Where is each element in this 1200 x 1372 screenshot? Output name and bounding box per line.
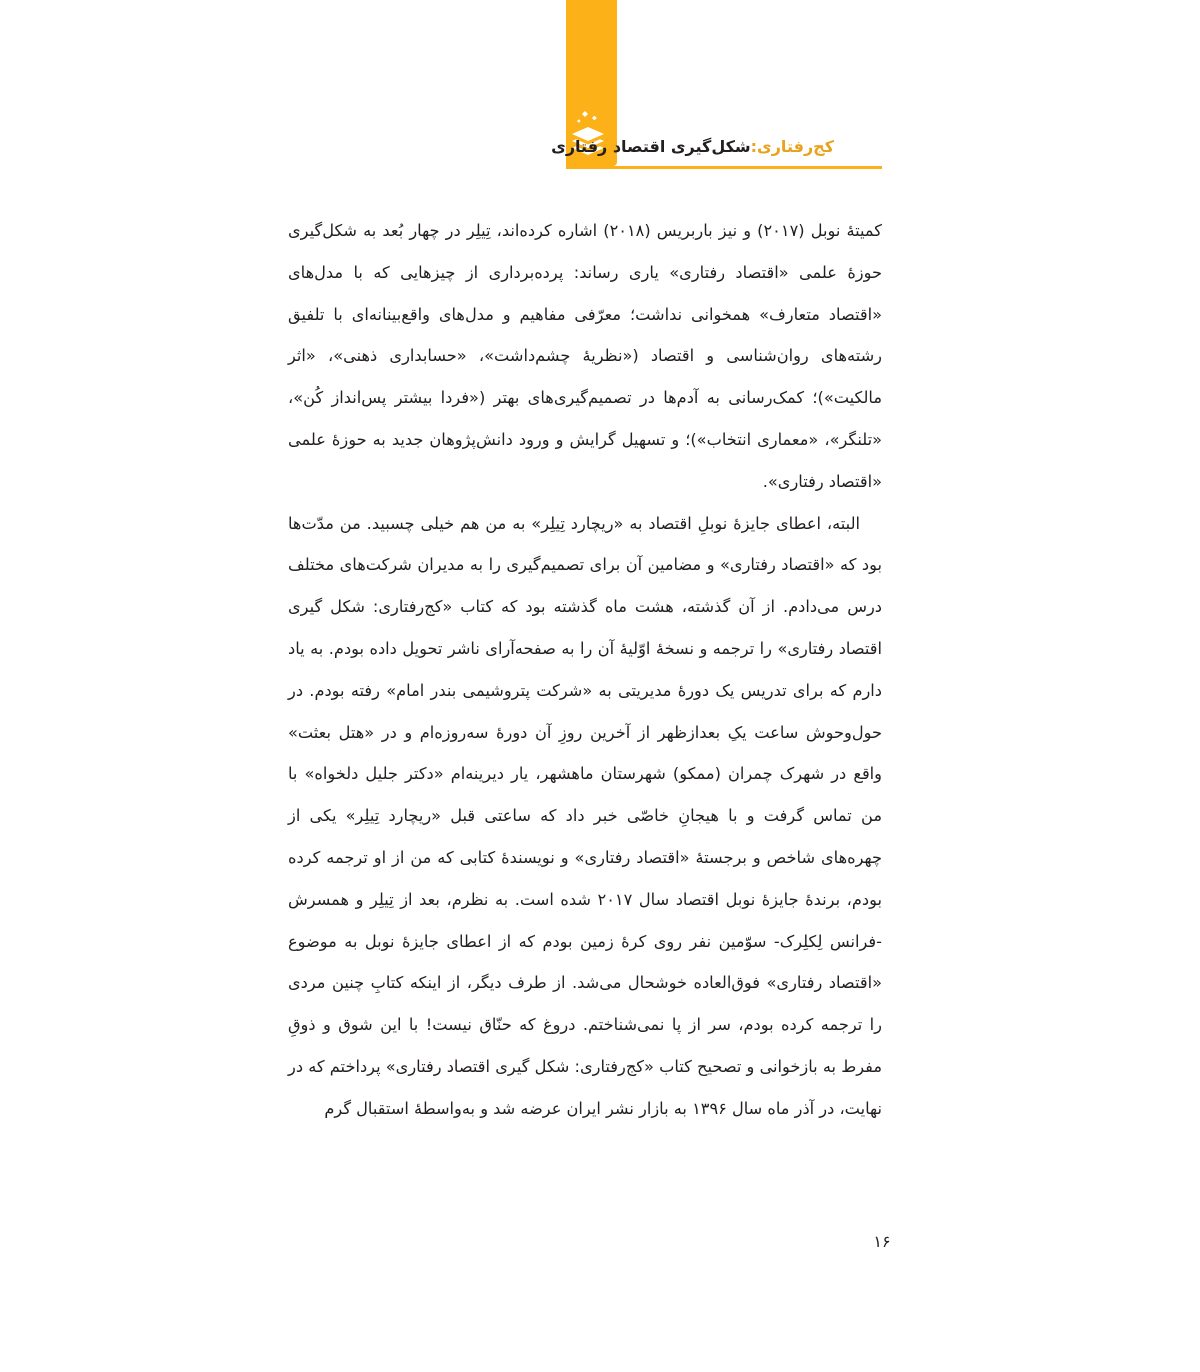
header-title-accent: کج‌رفتاری:: [750, 137, 834, 156]
header-title-main: شکل‌گیری اقتصاد رفتاری: [551, 137, 751, 156]
page-number: ۱۶: [873, 1232, 891, 1251]
running-header: [551, 132, 834, 162]
paragraph-2: البته، اعطای جایزهٔ نوبلِ اقتصاد به «ریچارد تِیلِر» به من هم خیلی چسبید. من مدّت‌ها بود که «اقتصاد رفتاری» و مضامین آن برای تصمیم‌گیری را به مدیران شرکت‌های مختلف درس می‌دادم. از آن گذشته، هشت ماه گذشته بود که کتاب «کج‌رفتاری: شکل گیری اقتصاد رفتاری» را ترجمه و نسخهٔ اوّلیهٔ آن را به صفحه‌آرای ناشر تحویل داده بودم. به یاد دارم که برای تدریس یک دورهٔ مدیریتی به «شرکت پتروشیمی بندر امام» رفته بودم. در حول‌وحوش ساعت یکِ بعدازظهر از آخرین روزِ آن دورهٔ سه‌روزه‌ام و در «هتل بعثت» واقع در شهرک چمران (ممکو) شهرستان ماهشهر، یار دیرینه‌ام «دکتر جلیل دلخواه» با من تماس گرفت و با هیجانِ خاصّی خبر داد که ساعتی قبل «ریچارد تِیلِر» یکی از چهره‌های شاخص و برجستهٔ «اقتصاد رفتاری» و نویسندهٔ کتابی که من از او ترجمه کرده بودم، برندهٔ جایزهٔ نوبل اقتصاد سال ۲۰۱۷ شده است. به نظرم، بعد از تِیلِر و همسرش -فرانس لِکلِرک- سوّمین نفر روی کرهٔ زمین بودم که از اعطای جایزهٔ نوبل به موضوع «اقتصاد رفتاری» فوق‌العاده خوشحال می‌شد. از طرف دیگر، از اینکه کتابِ چنین مردی را ترجمه کرده بودم، سر از پا نمی‌شناختم. دروغ که حنّاق نیست! با این شوق و ذوقِ مفرط به بازخوانی و تصحیح کتاب «کج‌رفتاری: شکل گیری اقتصاد رفتاری» پرداختم که در نهایت، در آذر ماه سال ۱۳۹۶ به بازار نشر ایران عرضه شد و به‌واسطهٔ استقبال گرم: [288, 513, 882, 1118]
header-rule: [566, 166, 882, 169]
body-text: [288, 210, 882, 1130]
paragraph-1: کمیتهٔ نوبل (۲۰۱۷) و نیز باربریس (۲۰۱۸) اشاره کرده‌اند، تِیلِر در چهار بُعد به شکل‌گیری حوزهٔ علمی «اقتصاد رفتاری» یاری رساند: پرده‌برداری از چیزهایی که با مدل‌های «اقتصاد متعارف» همخوانی نداشت؛ معرّفی مفاهیم و مدل‌های واقع‌بینانه‌ای با تلفیق رشته‌های روان‌شناسی و اقتصاد («نظریهٔ چشم‌داشت»، «حسابداری ذهنی»، «اثر مالکیت»)؛ کمک‌رسانی به آدم‌ها در تصمیم‌گیری‌های بهتر («فردا بیشتر پس‌انداز کُن»، «تلنگر»، «معماری انتخاب»)؛ و تسهیل گرایش و ورود دانش‌پژوهان جدید به حوزهٔ علمی «اقتصاد رفتاری».: [288, 221, 882, 491]
